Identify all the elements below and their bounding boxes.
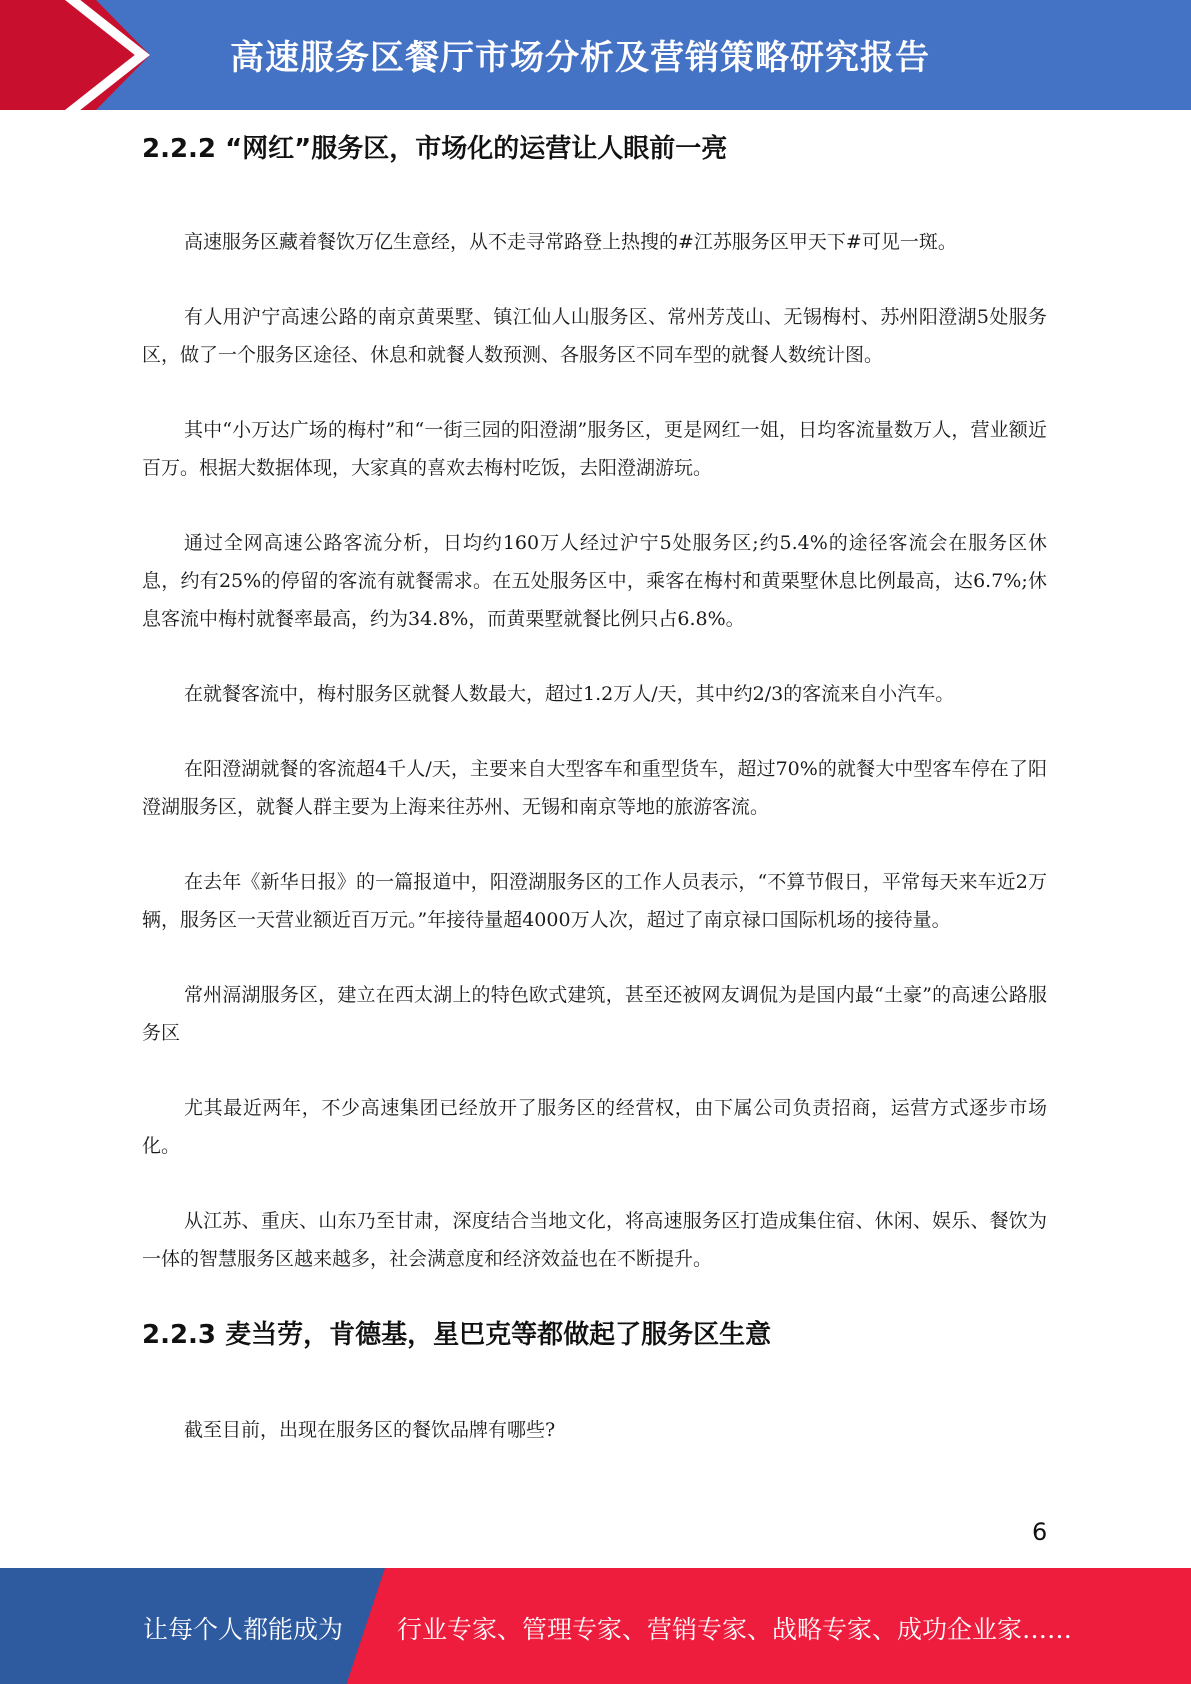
header-red-chevron: [0, 0, 150, 110]
paragraph: 截至目前，出现在服务区的餐饮品牌有哪些?: [184, 1419, 556, 1441]
page-footer: [0, 1568, 1191, 1684]
footer-slogan-left: 让每个人都能成为: [143, 1615, 344, 1644]
paragraph: 有人用沪宁高速公路的南京黄栗墅、镇江仙人山服务区、常州芳茂山、无锡梅村、苏州阳澄湖5处服务区，做了一个服务区途径、休息和就餐人数预测、各服务区不同车型的就餐人数统计图。: [142, 306, 1047, 366]
paragraph: 通过全网高速公路客流分析，日均约160万人经过沪宁5处服务区;约5.4%的途径客流会在服务区休息，约有25%的停留的客流有就餐需求。在五处服务区中，乘客在梅村和黄栗墅休息比例最高，达6.7%;休息客流中梅村就餐率最高，约为34.8%，而黄栗墅就餐比例只占6.8%。: [142, 532, 1047, 630]
section-heading-2-2-3: 2.2.3 麦当劳，肯德基，星巴克等都做起了服务区生意: [142, 1320, 772, 1350]
section-heading-2-2-2: 2.2.2 “网红”服务区，市场化的运营让人眼前一亮: [142, 134, 728, 164]
report-title: 高速服务区餐厅市场分析及营销策略研究报告: [230, 38, 930, 78]
page-number: 6: [1032, 1518, 1048, 1546]
paragraph: 在阳澄湖就餐的客流超4千人/天，主要来自大型客车和重型货车，超过70%的就餐大中型客车停在了阳澄湖服务区，就餐人群主要为上海来往苏州、无锡和南京等地的旅游客流。: [142, 758, 1047, 818]
paragraph: 高速服务区藏着餐饮万亿生意经，从不走寻常路登上热搜的#江苏服务区甲天下#可见一斑。: [184, 231, 957, 253]
paragraph: 在就餐客流中，梅村服务区就餐人数最大，超过1.2万人/天，其中约2/3的客流来自小汽车。: [184, 683, 955, 705]
paragraph: 常州滆湖服务区，建立在西太湖上的特色欧式建筑，甚至还被网友调侃为是国内最“土豪”的高速公路服务区: [142, 984, 1047, 1044]
paragraph: 从江苏、重庆、山东乃至甘肃，深度结合当地文化，将高速服务区打造成集住宿、休闲、娱乐、餐饮为一体的智慧服务区越来越多，社会满意度和经济效益也在不断提升。: [142, 1210, 1047, 1270]
paragraph: 尤其最近两年，不少高速集团已经放开了服务区的经营权，由下属公司负责招商，运营方式逐步市场化。: [142, 1097, 1047, 1157]
footer-slogan-right: 行业专家、管理专家、营销专家、战略专家、成功企业家……: [397, 1615, 1073, 1644]
paragraph: 其中“小万达广场的梅村”和“一街三园的阳澄湖”服务区，更是网红一姐，日均客流量数万人，营业额近百万。根据大数据体现，大家真的喜欢去梅村吃饭，去阳澄湖游玩。: [142, 419, 1047, 479]
page-header: [0, 0, 1191, 110]
page-content: [142, 128, 1047, 1449]
paragraph: 在去年《新华日报》的一篇报道中，阳澄湖服务区的工作人员表示，“不算节假日，平常每天来车近2万辆，服务区一天营业额近百万元。”年接待量超4000万人次，超过了南京禄口国际机场的接待量。: [142, 871, 1047, 931]
